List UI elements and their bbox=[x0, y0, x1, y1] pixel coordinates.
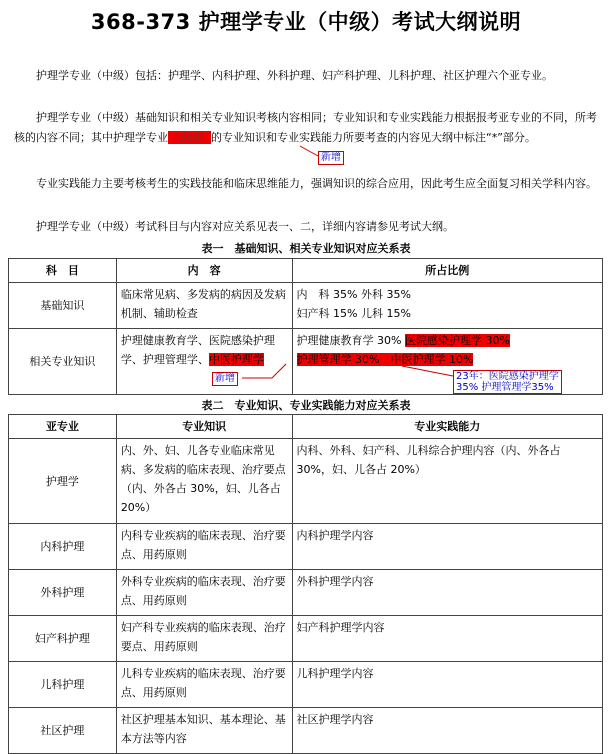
table2-row4-knowledge: 妇产科专业疾病的临床表现、治疗要点、用药原则 bbox=[116, 616, 292, 662]
table-2 bbox=[8, 414, 603, 754]
table2-row5-sub: 儿科护理 bbox=[9, 662, 117, 708]
table-row bbox=[9, 283, 603, 329]
table2-row5-knowledge: 儿科专业疾病的临床表现、治疗要点、用药原则 bbox=[116, 662, 292, 708]
table1-row2-content-text: 护理健康教育学、医院感染护理学、护理管理学、 bbox=[120, 334, 275, 366]
paragraph-4: 护理学专业（中级）考试科目与内容对应关系见表一、二，详细内容请参见考试大纲。 bbox=[36, 220, 454, 233]
table2-caption: 表二 专业知识、专业实践能力对应关系表 bbox=[201, 399, 411, 412]
annotation-23-line2: 35% 护理管理学35% bbox=[456, 382, 554, 393]
page-title: 368-373 护理学专业（中级）考试大纲说明 bbox=[90, 10, 522, 34]
table1-header-subject: 科 目 bbox=[9, 259, 117, 283]
table2-row4-practice: 妇产科护理学内容 bbox=[292, 616, 602, 662]
table2-row2-practice: 内科护理学内容 bbox=[292, 524, 602, 570]
table2-row5-practice: 儿科护理学内容 bbox=[292, 662, 602, 708]
table2-row1-sub: 护理学 bbox=[9, 439, 117, 524]
table2-row2-knowledge: 内科专业疾病的临床表现、治疗要点、用药原则 bbox=[116, 524, 292, 570]
highlight-code-368: （368） bbox=[168, 131, 211, 144]
table2-row1-knowledge: 内、外、妇、儿各专业临床常见病、多发病的临床表现、治疗要点（内、外各占 30%，妇、儿各占 20%） bbox=[116, 439, 292, 524]
table2-row6-knowledge: 社区护理基本知识、基本理论、基本方法等内容 bbox=[116, 708, 292, 754]
table1-header-row bbox=[9, 259, 603, 283]
table-row bbox=[9, 570, 603, 616]
table-row bbox=[9, 439, 603, 524]
table2-row3-knowledge: 外科专业疾病的临床表现、治疗要点、用药原则 bbox=[116, 570, 292, 616]
table2-row6-practice: 社区护理学内容 bbox=[292, 708, 602, 754]
table2-header-row bbox=[9, 415, 603, 439]
table2-row2-sub: 内科护理 bbox=[9, 524, 117, 570]
highlight-infection-ratio: 医院感染护理学 30% bbox=[404, 334, 510, 347]
table2-row3-practice: 外科护理学内容 bbox=[292, 570, 602, 616]
paragraph-2-text-a: 护理学专业（中级）基础知识和相关专业知识考核内容相同；专业知识和专业实践能力根据报考亚专业的不同，所考核的内容不同；其中护理学专业 bbox=[14, 111, 597, 144]
table1-row1-ratio-line2: 妇产科 15% 儿科 15% bbox=[296, 307, 411, 320]
table1-header-ratio: 所占比例 bbox=[292, 259, 602, 283]
table2-row3-sub: 外科护理 bbox=[9, 570, 117, 616]
table1-caption: 表一 基础知识、相关专业知识对应关系表 bbox=[201, 242, 411, 255]
annotation-new-1: 新增 bbox=[318, 151, 344, 165]
table-row bbox=[9, 662, 603, 708]
table-row bbox=[9, 524, 603, 570]
table1-row1-content: 临床常见病、多发病的病因及发病机制、辅助检查 bbox=[116, 283, 292, 329]
table2-row1-practice: 内科、外科、妇产科、儿科综合护理内容（内、外各占 30%，妇、儿各占 20%） bbox=[292, 439, 602, 524]
table1-header-content: 内 容 bbox=[116, 259, 292, 283]
table1-row2-subject: 相关专业知识 bbox=[9, 329, 117, 395]
annotation-23-note bbox=[453, 370, 562, 394]
table1-row1-ratio-line1: 内 科 35% 外科 35% bbox=[296, 288, 411, 301]
table1-row2-ratio-a: 护理健康教育学 30% bbox=[296, 334, 402, 347]
paragraph-3: 专业实践能力主要考核考生的实践技能和临床思维能力，强调知识的综合应用，因此考生应全面复习相关学科内容。 bbox=[36, 177, 597, 190]
annotation-23-line1: 23年：医院感染护理学 bbox=[456, 371, 559, 382]
paragraph-2-text-b: 的专业知识和专业实践能力所要考查的内容见大纲中标注“*”部分。 bbox=[211, 131, 536, 144]
table-row bbox=[9, 616, 603, 662]
highlight-tcm-nursing: 中医护理学 bbox=[208, 353, 264, 366]
table2-header-knowledge: 专业知识 bbox=[116, 415, 292, 439]
highlight-management-ratio: 护理管理学 30% 中医护理学 10% bbox=[296, 353, 474, 366]
annotation-new-2: 新增 bbox=[212, 372, 238, 386]
paragraph-1: 护理学专业（中级）包括：护理学、内科护理、外科护理、妇产科护理、儿科护理、社区护理六个亚专业。 bbox=[36, 69, 553, 82]
table2-header-subspecialty: 亚专业 bbox=[9, 415, 117, 439]
table2-header-practice: 专业实践能力 bbox=[292, 415, 602, 439]
table1-row1-ratio bbox=[292, 283, 602, 329]
paragraph-2 bbox=[14, 108, 598, 148]
table1-row2-content bbox=[116, 329, 292, 395]
table2-row4-sub: 妇产科护理 bbox=[9, 616, 117, 662]
table-row bbox=[9, 708, 603, 754]
table1-row1-subject: 基础知识 bbox=[9, 283, 117, 329]
table2-row6-sub: 社区护理 bbox=[9, 708, 117, 754]
